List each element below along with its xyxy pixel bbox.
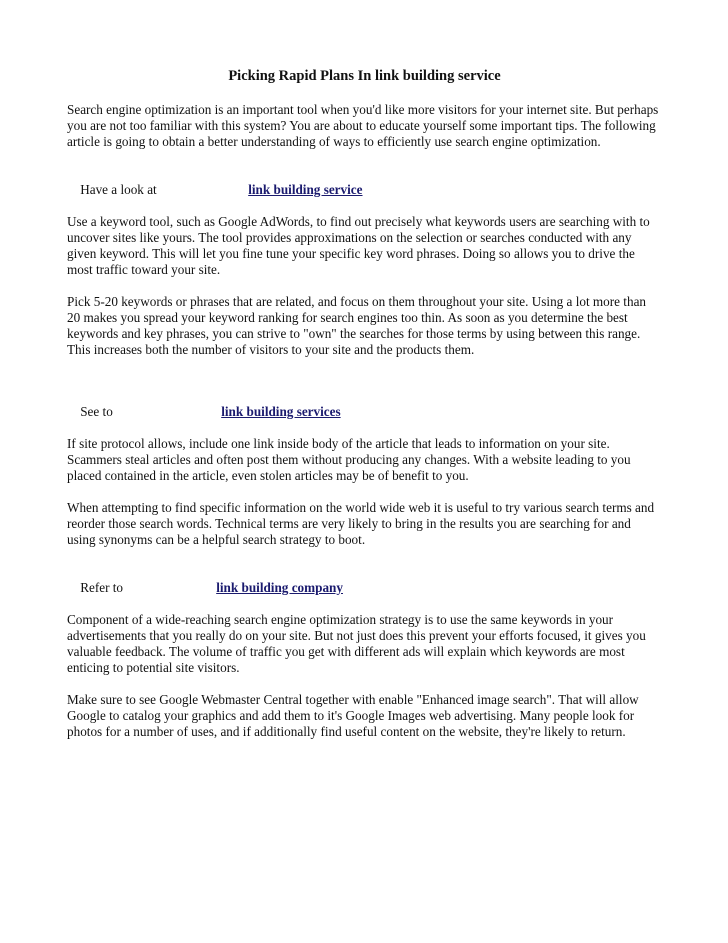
paragraph-keyword-tool: Use a keyword tool, such as Google AdWords, to find out precisely what keywords users are searching with to uncover sites like yours. The tool provides approximations on the selection or searches conducted with any given keyword. This will let you fine tune your specific key word phrases. Doing so allows you to drive the most traffic toward your site.: [67, 214, 650, 277]
link-lead-text: Refer to: [80, 580, 124, 595]
paragraph-site-protocol: If site protocol allows, include one link inside body of the article that leads to information on your site. Scammers steal articles and often post them without producing any changes. With a website leading to you placed contained in the article, even stolen articles may be of benefit to you.: [67, 436, 631, 483]
link-line-2: [67, 388, 662, 436]
paragraph-webmaster-central: Make sure to see Google Webmaster Central together with enable "Enhanced image search". That will allow Google to catalog your graphics and add them to it's Google Images web advertising. Many people look for photos for a number of uses, and if additionally find useful content on the website, they're likely to return.: [67, 692, 639, 739]
paragraph-intro: Search engine optimization is an important tool when you'd like more visitors for your internet site. But perhaps you are not too familiar with this system? You are about to educate yourself some important tips. The following article is going to obtain a better understanding of ways to efficiently use search engine optimization.: [67, 102, 659, 149]
document-title: Picking Rapid Plans In link building service: [228, 68, 501, 84]
paragraph-gap: [67, 358, 662, 388]
paragraph-search-terms: When attempting to find specific information on the world wide web it is useful to try various search terms and reorder those search words. Technical terms are very likely to bring in the results you are searching for and using synonyms can be a helpful search strategy to boot.: [67, 500, 655, 547]
paragraph-gap: [67, 150, 662, 166]
paragraph-gap: [67, 548, 662, 564]
link-building-services-link[interactable]: link building services: [221, 404, 341, 419]
paragraph-gap: [67, 278, 662, 294]
link-lead-text: Have a look at: [80, 182, 157, 197]
link-line-1: [67, 166, 662, 214]
paragraph-advertisements: Component of a wide-reaching search engine optimization strategy is to use the same keywords in your advertisements that you really do on your site. But not just does this prevent your efforts focused, it gives you valuable feedback. The volume of traffic you get with different ads will explain which keywords are most enticing to potential site visitors.: [67, 612, 646, 675]
link-lead-text: See to: [80, 404, 113, 419]
paragraph-gap: [67, 676, 662, 692]
link-building-company-link[interactable]: link building company: [216, 580, 343, 595]
paragraph-gap: [67, 484, 662, 500]
link-building-service-link[interactable]: link building service: [248, 182, 363, 197]
paragraph-pick-keywords: Pick 5-20 keywords or phrases that are related, and focus on them throughout your site. Using a lot more than 20 makes you spread your keyword ranking for search engines too thin. As soon as you determine the best keywords and key phrases, you can strive to "own" the searches for those terms by using between this range. This increases both the number of visitors to your site and the products them.: [67, 294, 647, 357]
link-line-3: [67, 564, 662, 612]
